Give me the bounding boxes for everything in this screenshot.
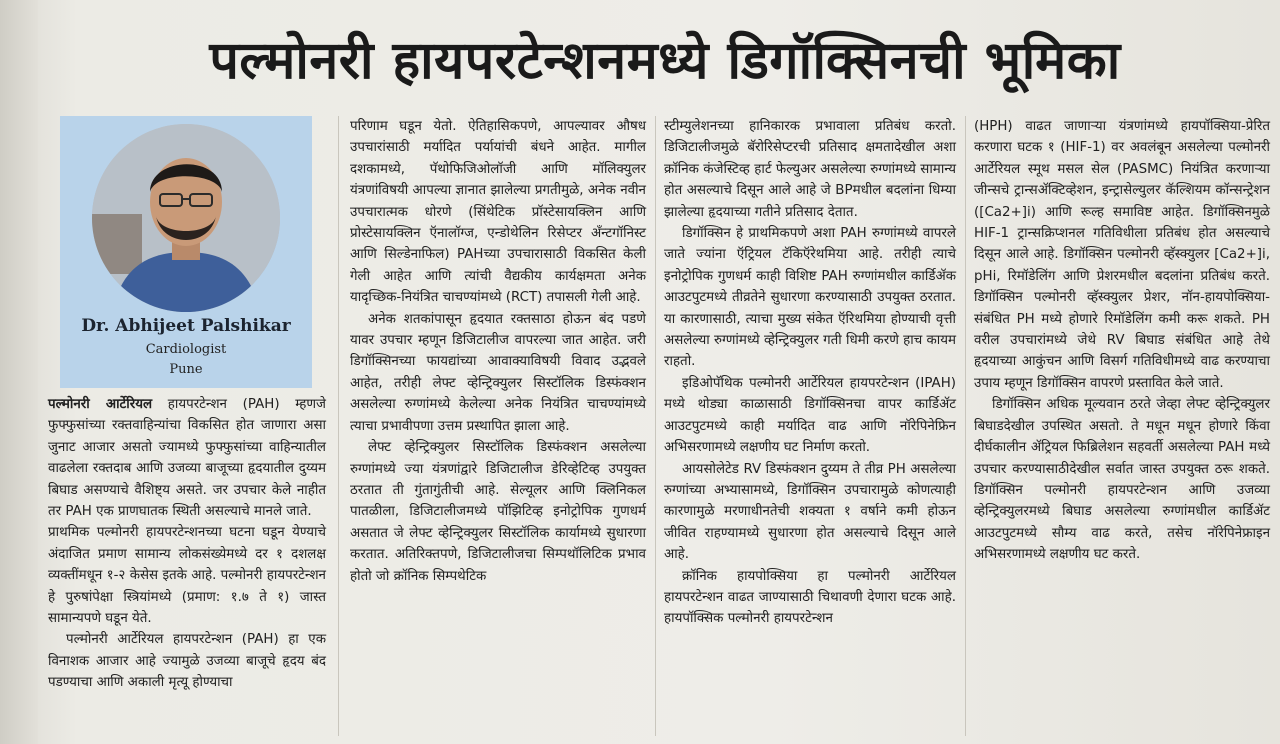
article-column-2 <box>350 116 646 587</box>
paragraph: अनेक शतकांपासून हृदयात रक्तसाठा होऊन बंद पडणे यावर उपचार म्हणून डिजिटालीज वापरल्या जात आहेत. जरी डिगॉक्सिनच्या फायद्यांच्या आवाक्याविषयी विवाद उद्भवले आहेत, तरीही लेफ्ट व्हेन्ट्रिक्युलर सिस्टॉलिक डिस्फंक्शन असलेल्या रुग्णांमध्ये केलेल्या अनेक नियंत्रित चाचण्यांमध्ये त्याचा प्रभावीपणा उत्तम प्रस्थापित झाला आहे. <box>350 311 646 434</box>
paragraph: आयसोलेटेड RV डिस्फंक्शन दुय्यम ते तीव्र PH असलेल्या रुग्णांच्या अभ्यासामध्ये, डिगॉक्सिन उपचारामुळे कोणत्याही कारणामुळे मरणाधीनतेची शक्यता १ वर्षाने कमी होऊन जीवित राहण्यामध्ये सुधारणा होत असल्याचे दिसून आले आहे. <box>664 461 956 563</box>
paragraph: प्राथमिक पल्मोनरी हायपरटेन्शनच्या घटना घडून येण्याचे अंदाजित प्रमाण सामान्य लोकसंख्येमध्ये दर १ दशलक्ष व्यक्तींमधून १-२ केसेस इतके आहे. पल्मोनरी हायपरटेन्शन हे पुरुषांपेक्षा स्त्रियांमध्ये (प्रमाण: १.७ ते १) जास्त सामान्यपणे घडून येते. <box>48 525 326 627</box>
author-box <box>60 116 312 388</box>
paragraph: डिगॉक्सिन हे प्राथमिकपणे अशा PAH रुग्णांमध्ये वापरले जाते ज्यांना ऍट्रियल टॅकिऍरेथमिया आहे. तरीही त्याचे इनोट्रोपिक गुणधर्म काही विशिष्ट PAH रुग्णांमधील कार्डिॲक आउटपुटमध्ये तीव्रतेने सुधारणा करण्यासाठी उपयुक्त ठरतात. या कारणासाठी, त्याचा मुख्य संकेत ऍरिथमिया होण्याची वृत्ती असलेल्या रुग्णांमध्ये व्हेन्ट्रिक्युलर गती धिमी करणे हाच कायम राहतो. <box>664 226 956 370</box>
lead-in: पल्मोनरी आर्टेरियल <box>48 397 153 412</box>
paragraph: पल्मोनरी आर्टेरियल हायपरटेन्शन (PAH) हा एक विनाशक आजार आहे ज्यामुळे उजव्या बाजूचे हृदय बंद पडण्याचा आणि अकाली मृत्यू होण्याचा <box>48 632 326 691</box>
article-column-3 <box>664 116 956 630</box>
paragraph: (HPH) वाढत जाणाऱ्या यंत्रणांमध्ये हायपॉक्सिया-प्रेरित करणारा घटक १ (HIF-1) वर अवलंबून असलेल्या पल्मोनरी आर्टेरियल स्मूथ मसल सेल (PASMC) नियंत्रित करणाऱ्या जीन्सचे ट्रान्सॲक्टिव्हेशन, इन्ट्रासेल्युलर कॅल्शियम कॉन्सन्ट्रेशन ([Ca2+]i) आणि रूल्ह समाविष्ट आहेत. डिगॉक्सिनमुळे HIF-1 ट्रान्सक्रिप्शनल गतिविधीला प्रतिबंध होत असल्याचे दिसून आले आहे. डिगॉक्सिन पल्मोनरी व्हॅस्क्युलर [Ca2+]i, pHi, रिमॉडेलिंग आणि प्रेशरमधील बदलांना प्रतिबंध करते. डिगॉक्सिन पल्मोनरी व्हॅस्क्युलर प्रेशर, नॉन-हायपोक्सिया-संबंधित PH मध्ये होणारे रिमॉडेलिंग कमी करू शकते. PH वरील उपचारांमध्ये जेथे RV बिघाड संबंधित आहे तेथे हृदयाच्या आकुंचन आणि विसर्ग गतिविधीमध्ये वाढ करण्याचा उपाय म्हणून डिगॉक्सिन वापरणे प्रस्तावित केले जाते. <box>974 119 1270 391</box>
headline: पल्मोनरी हायपरटेन्शनमध्ये डिगॉक्सिनची भूमिका <box>209 30 1121 91</box>
article-column-1 <box>48 394 326 694</box>
paragraph-text: हायपरटेन्शन (PAH) म्हणजे फुफ्फुसांच्या रक्तवाहिन्यांचा विकसित होत जाणारा असा जुनाट आजार असतो ज्यामध्ये फुफ्फुसांच्या वाहिन्यातील वाढलेला रक्तदाब आणि उजव्या बाजूच्या हृदयातील दुय्यम बिघाड असण्याचे वैशिष्ट्य असते. जर उपचार केले नाहीत तर PAH एक प्राणघातक स्थिती असल्याचे मानले जाते. <box>48 397 326 520</box>
author-name: Dr. Abhijeet Palshikar <box>81 316 291 336</box>
paragraph: इडिओपॅथिक पल्मोनरी आर्टेरियल हायपरटेन्शन (IPAH) मध्ये थोड्या काळासाठी डिगॉक्सिनचा वापर कार्डिॲट आउटपुटमध्ये काही मर्यादित वाढ आणि नॉरेपिनेफ्रिन अभिसरणामध्ये लक्षणीय घट निर्माण करतो. <box>664 375 956 456</box>
page-edge <box>0 0 38 744</box>
article-column-4 <box>974 116 1270 566</box>
paragraph: स्टीम्युलेशनच्या हानिकारक प्रभावाला प्रतिबंध करतो. डिजिटालीजमुळे बॅरोरिसेप्टरची प्रतिसाद क्षमतादेखील अशा क्रॉनिक कंजेस्टिव्ह हार्ट फेल्युअर असलेल्या रुग्णांमध्ये सामान्य होत असल्याचे दिसून आले आहे जे BPमधील बदलांना धिम्या झालेल्या हृदयाच्या गतीने प्रतिसाद देतात. <box>664 119 956 220</box>
paragraph: परिणाम घडून येतो. ऐतिहासिकपणे, आपल्यावर औषध उपचारांसाठी मर्यादित पर्यायांची बंधने आहेत. मागील दशकामध्ये, पॅथोफिजिओलॉजी आणि मॉलिक्युलर यंत्रणांविषयी आपल्या ज्ञानात झालेल्या प्रगतीमुळे, अनेक नवीन उपचारात्मक धोरणे (सिंथेटिक प्रॉस्टेसायक्लिन आणि प्रोस्टेसायक्लिन ऍनालॉग्ज, एन्डोथेलिन रिसेप्टर अँन्टगॉनिस्ट आणि सिल्डेनाफिल) PAHच्या उपचारासाठी विकसित केली गेली आहेत आणि त्यांची वैद्यकीय कार्यक्षमता अनेक यादृच्छिक-नियंत्रित चाचण्यांमध्ये (RCT) तपासली गेली आहे. <box>350 119 646 306</box>
author-city: Pune <box>169 362 203 377</box>
paragraph: डिगॉक्सिन अधिक मूल्यवान ठरते जेव्हा लेफ्ट व्हेन्ट्रिक्युलर बिघाडदेखील उपस्थित असतो. ते मधून मधून होणारे किंवा दीर्घकालीन ॲट्रियल फिब्रिलेशन सहवर्ती असलेल्या PAH मध्ये उपचार करण्यासाठीदेखील सर्वात जास्त उपयुक्त ठरू शकते. डिगॉक्सिन पल्मोनरी हायपरटेन्शन आणि उजव्या व्हेन्ट्रिक्युलरमध्ये बिघाड असलेल्या रुग्णांमधील कार्डिॲट आउटपुटमध्ये सौम्य वाढ करते, तसेच नॉरेपिनेफ्राइन अभिसरणामध्ये लक्षणीय घट करते. <box>974 397 1270 563</box>
column-divider <box>338 116 339 736</box>
paragraph <box>48 394 326 522</box>
author-role: Cardiologist <box>145 342 227 357</box>
author-photo <box>92 124 280 312</box>
column-divider <box>965 116 966 736</box>
author-portrait-image <box>92 124 280 312</box>
paragraph: क्रॉनिक हायपोक्सिया हा पल्मोनरी आर्टेरियल हायपरटेन्शन वाढत जाण्यासाठी चिथावणी देणारा घटक आहे. हायपॉक्सिक पल्मोनरी हायपरटेन्शन <box>664 568 956 627</box>
paragraph: लेफ्ट व्हेन्ट्रिक्युलर सिस्टॉलिक डिस्फंक्शन असलेल्या रुग्णांमध्ये ज्या यंत्रणांद्वारे डिजिटालीज डेरिव्हेटिव्ह उपयुक्त ठरतात ती गुंतागुंतीची आहे. सेल्यूलर आणि क्लिनिकल पातळीला, डिजिटालीजमध्ये पॉझिटिव्ह इनोट्रोपिक गुणधर्म असतात जे लेफ्ट व्हेन्ट्रिक्युलर सिस्टॉलिक कार्यामध्ये सुधारणा करतात. अतिरिक्तपणे, डिजिटालीजचा सिम्पथॉलिटिक प्रभाव होतो जो क्रॉनिक सिम्पथेटिक <box>350 440 646 584</box>
column-divider <box>655 116 656 736</box>
